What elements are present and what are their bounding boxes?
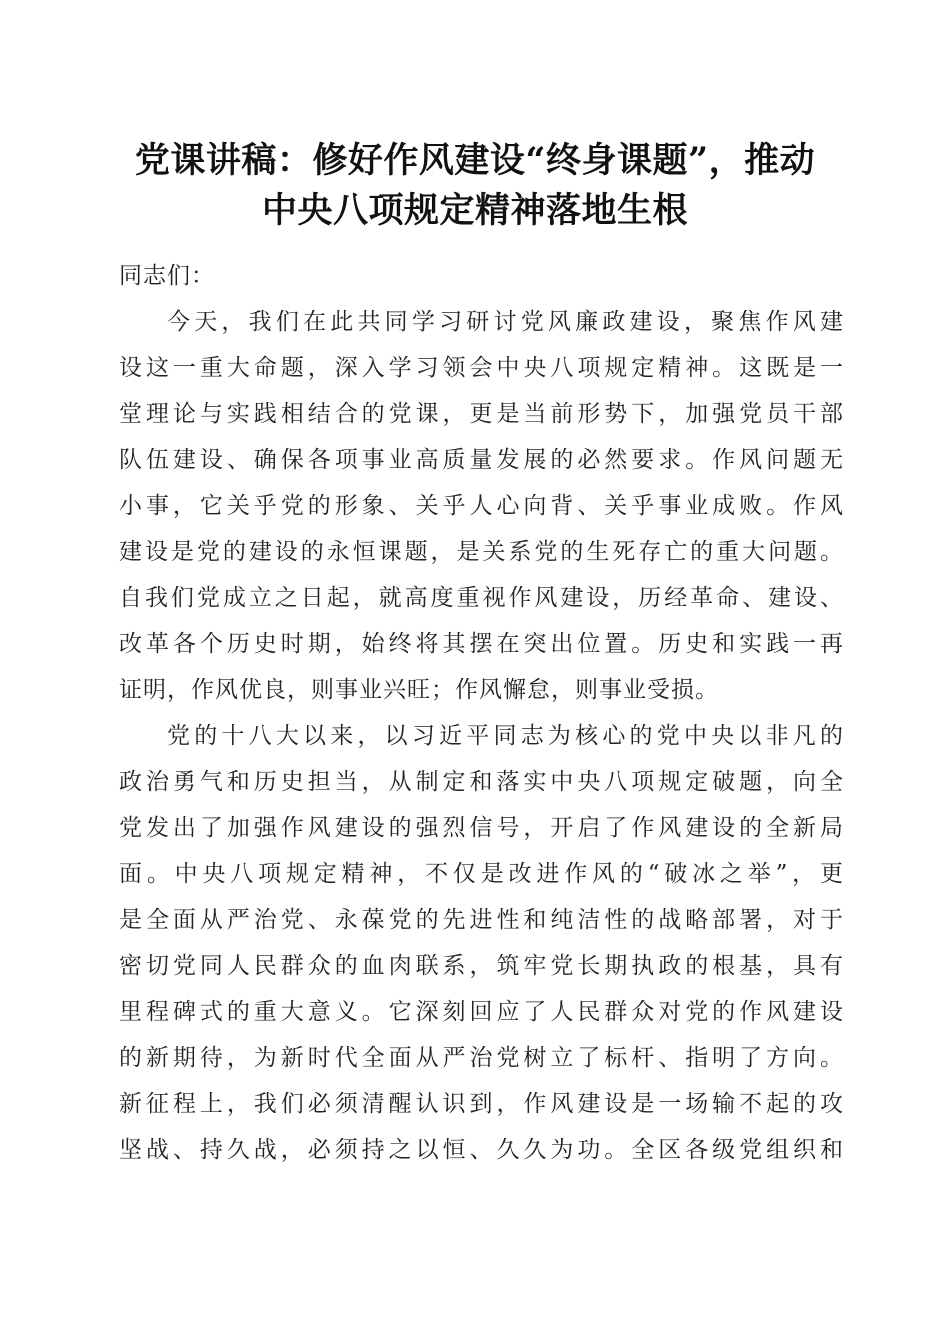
paragraph-line: 是全面从严治党、永葆党的先进性和纯洁性的战略部署，对于	[119, 907, 844, 933]
title-line: 党课讲稿：修好作风建设“终身课题”，推动	[134, 140, 816, 181]
paragraph-line: 新征程上，我们必须清醒认识到，作风建设是一场输不起的攻	[119, 1091, 844, 1117]
paragraph-line: 证明，作风优良，则事业兴旺；作风懈怠，则事业受损。	[119, 677, 719, 703]
paragraph-line: 小事，它关乎党的形象、关乎人心向背、关乎事业成败。作风	[119, 493, 844, 519]
paragraph-line: 密切党同人民群众的血肉联系，筑牢党长期执政的根基，具有	[119, 953, 844, 979]
document-body	[119, 253, 844, 1173]
paragraph-line: 建设是党的建设的永恒课题，是关系党的生死存亡的重大问题。	[119, 539, 844, 565]
paragraph-line: 政治勇气和历史担当，从制定和落实中央八项规定破题，向全	[119, 769, 844, 795]
paragraph-line: 队伍建设、确保各项事业高质量发展的必然要求。作风问题无	[119, 447, 844, 473]
paragraph-line: 今天，我们在此共同学习研讨党风廉政建设，聚焦作风建	[167, 309, 844, 335]
paragraph-line: 自我们党成立之日起，就高度重视作风建设，历经革命、建设、	[119, 585, 844, 611]
paragraph-2	[119, 713, 844, 1173]
paragraph-line: 党的十八大以来，以习近平同志为核心的党中央以非凡的	[167, 723, 844, 749]
paragraph-line: 党发出了加强作风建设的强烈信号，开启了作风建设的全新局	[119, 815, 844, 841]
paragraph-1	[119, 299, 844, 713]
paragraph-line: 堂理论与实践相结合的党课，更是当前形势下，加强党员干部	[119, 401, 844, 427]
paragraph-line: 改革各个历史时期，始终将其摆在突出位置。历史和实践一再	[119, 631, 844, 657]
paragraph-line: 坚战、持久战，必须持之以恒、久久为功。全区各级党组织和	[119, 1137, 844, 1163]
paragraph-line: 设这一重大命题，深入学习领会中央八项规定精神。这既是一	[119, 355, 844, 381]
document-title	[100, 136, 850, 236]
paragraph-line: 里程碑式的重大意义。它深刻回应了人民群众对党的作风建设	[119, 999, 844, 1025]
paragraph-line: 的新期待，为新时代全面从严治党树立了标杆、指明了方向。	[119, 1045, 844, 1071]
paragraph-line: 面。中央八项规定精神，不仅是改进作风的“破冰之举”，更	[119, 861, 844, 887]
salutation: 同志们：	[119, 263, 215, 289]
title-line: 中央八项规定精神落地生根	[261, 190, 688, 231]
